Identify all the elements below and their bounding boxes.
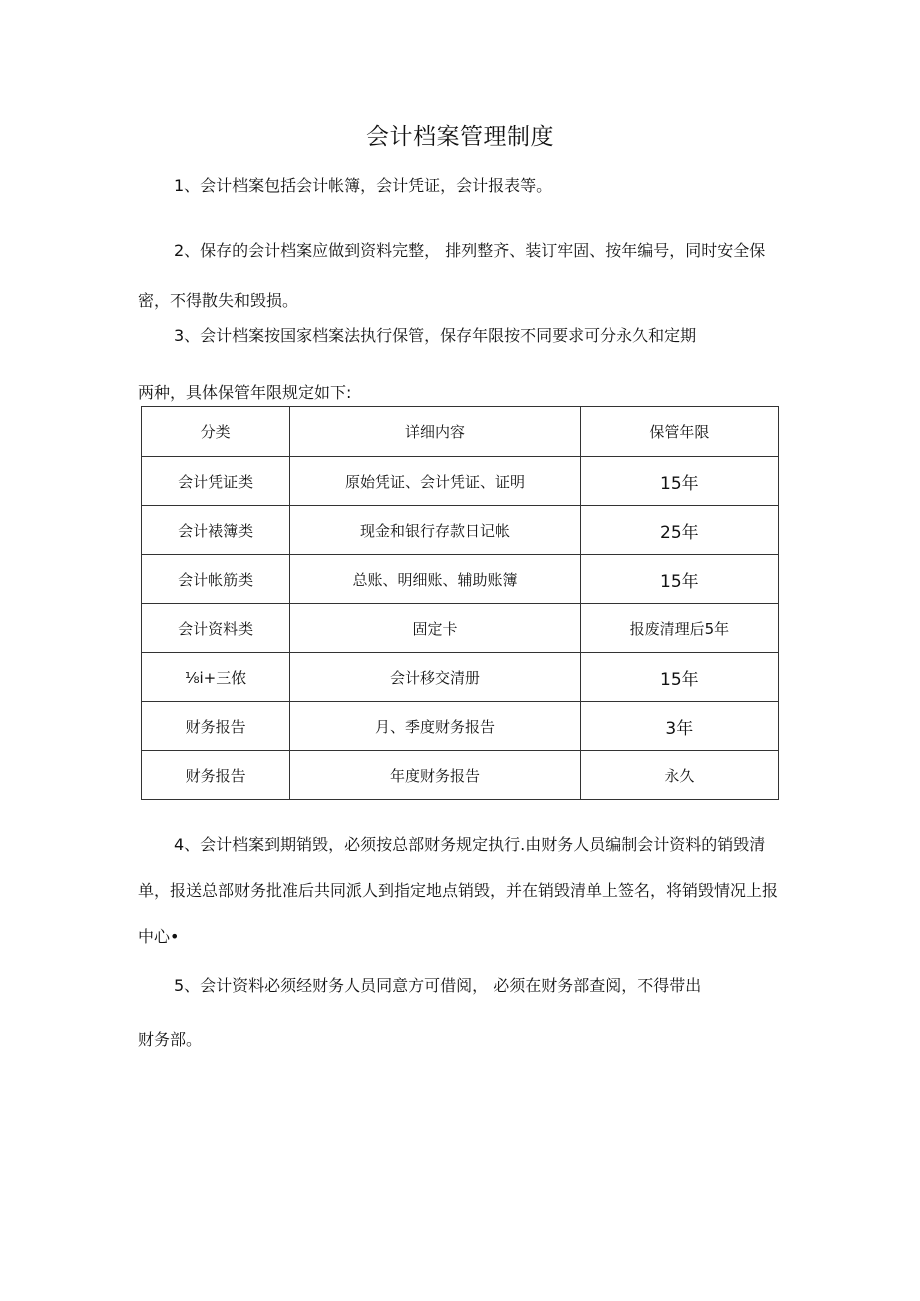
paragraph-4: 4、会计档案到期销毁，必须按总部财务规定执行.由财务人员编制会计资料的销毁清单，报送总部财务批准后共同派人到指定地点销毁，并在销毁清单上签名，将销毁情况上报中心• — [138, 835, 779, 946]
table-row — [142, 555, 779, 604]
header-category: 分类 — [142, 407, 290, 457]
table-header-row — [142, 407, 779, 457]
table-row — [142, 457, 779, 506]
cell-category: 财务报告 — [142, 751, 290, 800]
cell-period: 永久 — [580, 751, 778, 800]
cell-period: 15年 — [580, 457, 778, 506]
paragraph-3-line-1: 3、会计档案按国家档案法执行保管，保存年限按不同要求可分永久和定期 — [174, 326, 697, 345]
cell-period: 15年 — [580, 555, 778, 604]
header-period: 保管年限 — [580, 407, 778, 457]
cell-category: ⅛i+三侬 — [142, 653, 290, 702]
cell-detail: 月、季度财务报告 — [290, 702, 580, 751]
cell-detail: 固定卡 — [290, 604, 580, 653]
paragraph-5-line-2: 财务部。 — [138, 1030, 203, 1049]
cell-period: 3年 — [580, 702, 778, 751]
cell-category: 会计凭证类 — [142, 457, 290, 506]
cell-category: 财务报告 — [142, 702, 290, 751]
table-row — [142, 751, 779, 800]
cell-detail: 会计移交清册 — [290, 653, 580, 702]
cell-category: 会计裱簿类 — [142, 506, 290, 555]
cell-period: 15年 — [580, 653, 778, 702]
paragraph-5-line-1: 5、会计资料必须经财务人员同意方可借阅， 必须在财务部查阅，不得带出 — [174, 976, 702, 995]
cell-detail: 现金和银行存款日记帐 — [290, 506, 580, 555]
table-row — [142, 653, 779, 702]
cell-detail: 年度财务报告 — [290, 751, 580, 800]
cell-category: 会计帐筋类 — [142, 555, 290, 604]
document-title: 会计档案管理制度 — [366, 124, 554, 150]
table-row — [142, 604, 779, 653]
table-row — [142, 506, 779, 555]
paragraph-2: 2、保存的会计档案应做到资料完整， 排列整齐、装订牢固、按年编号，同时安全保密，不得散失和毁损。 — [138, 241, 766, 310]
cell-detail: 原始凭证、会计凭证、证明 — [290, 457, 580, 506]
cell-period: 报废清理后5年 — [580, 604, 778, 653]
retention-period-table — [141, 406, 779, 800]
paragraph-1: 1、会计档案包括会计帐簿，会计凭证，会计报表等。 — [174, 176, 553, 195]
table-row — [142, 702, 779, 751]
cell-detail: 总账、明细账、辅助账簿 — [290, 555, 580, 604]
header-detail: 详细内容 — [290, 407, 580, 457]
cell-period: 25年 — [580, 506, 778, 555]
cell-category: 会计资料类 — [142, 604, 290, 653]
paragraph-3-line-2: 两种，具体保管年限规定如下: — [138, 383, 352, 402]
